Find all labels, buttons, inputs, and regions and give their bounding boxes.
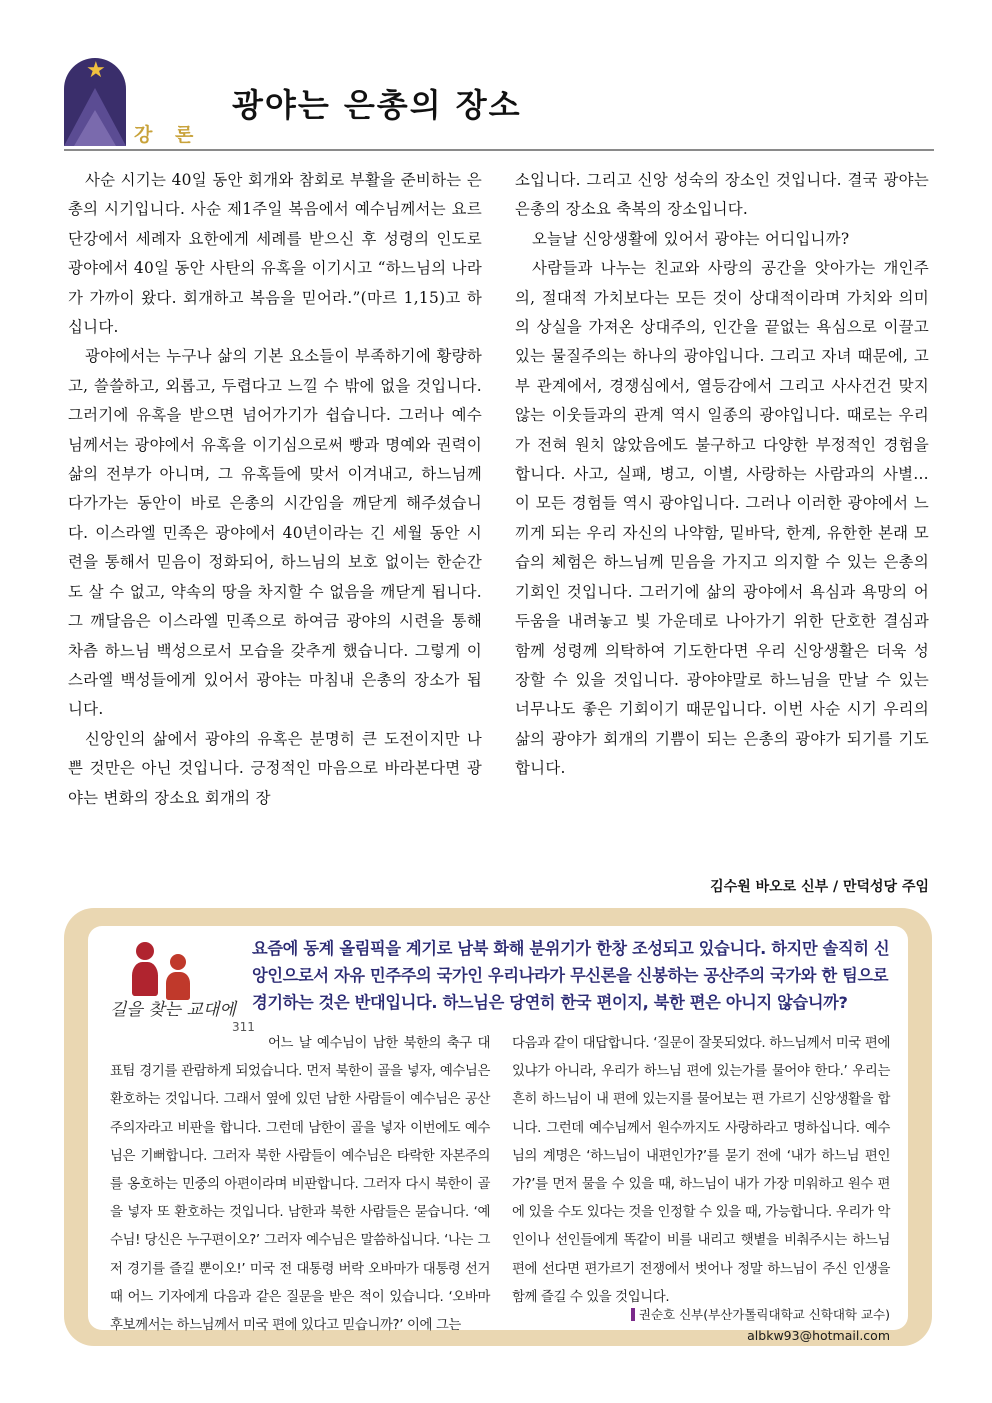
header-divider bbox=[64, 149, 934, 151]
homily-paragraph: 소입니다. 그리고 신앙 성숙의 장소인 것입니다. 결국 광야는 은총의 장소요 축복의 장소입니다. bbox=[515, 171, 929, 219]
homily-right-column bbox=[515, 166, 929, 784]
church-window-star-icon: ★ bbox=[64, 58, 126, 146]
column-signature bbox=[512, 1305, 890, 1323]
homily-paragraph: 사순 시기는 40일 동안 회개와 참회로 부활을 준비하는 은총의 시기입니다. 사순 제1주일 복음에서 예수님께서는 요르단강에서 세례자 요한에게 세례를 받으신 후 성령의 인도로 광야에서 40일 동안 사탄의 유혹을 이기시고 “하느님의 나라가 가까이 왔다. 회개하고 복음을 믿어라.”(마르 1,15)고 하십니다. bbox=[68, 171, 482, 337]
homily-paragraph: 오늘날 신앙생활에 있어서 광야는 어디입니까? bbox=[531, 229, 850, 248]
answer-left-column: 어느 날 예수님이 남한 북한의 축구 대표팀 경기를 관람하게 되었습니다. 먼저 북한이 골을 넣자, 예수님은 환호하는 것입니다. 그래서 옆에 있던 남한 사람들이 예수님은 공산주의자라고 비판을 합니다. 그런데 남한이 골을 넣자 이번에도 예수님은 기뻐합니다. 그러자 북한 사람들이 예수님은 타락한 자본주의를 옹호하는 민중의 아편이라며 비판합니다. 그러자 다시 북한이 골을 넣자 또 환호하는 것입니다. 남한과 북한 사람들은 묻습니다. ‘예수님! 당신은 누구편이오?’ 그러자 예수님은 말씀하십니다. ‘나는 그저 경기를 즐길 뿐이오!’ 미국 전 대통령 버락 오바마가 대통령 선거 때 어느 기자에게 다음과 같은 질문을 받은 적이 있습니다. ‘오바마 후보께서는 하느님께서 미국 편에 있다고 믿습니까?’ 이에 그는 bbox=[110, 1036, 490, 1334]
column-logo-text: 길을 찾는 교대에 bbox=[110, 1000, 236, 1020]
homily-paragraph: 광야에서는 누구나 삶의 기본 요소들이 부족하기에 황량하고, 쓸쓸하고, 외롭고, 두렵다고 느낄 수 밖에 없을 것입니다. 그러기에 유혹을 받으면 넘어가기가 쉽습니다. 그러나 예수님께서는 광야에서 유혹을 이기심으로써 빵과 명예와 권력이 삶의 전부가 아니며, 그 유혹들에 맞서 이겨내고, 하느님께 다가가는 동안이 바로 은총의 시간임을 깨닫게 해주셨습니다. 이스라엘 민족은 광야에서 40년이라는 긴 세월 동안 시련을 통해서 믿음이 정화되어, 하느님의 보호 없이는 한순간도 살 수 없고, 약속의 땅을 차지할 수 없음을 깨닫게 됩니다. 그 깨달음은 이스라엘 민족으로 하여금 광야의 시련을 통해 차츰 하느님 백성으로서 모습을 갖추게 했습니다. 그렇게 이스라엘 백성들에게 있어서 광야는 마침내 은총의 장소가 됩니다. bbox=[68, 347, 482, 719]
answer-right-column: 다음과 같이 대답합니다. ‘질문이 잘못되었다. 하느님께서 미국 편에 있냐가 아니라, 우리가 하느님 편에 있는가를 물어야 한다.’ 우리는 흔히 하느님이 내 편에 있는지를 물어보는 편 가르기 신앙생활을 합니다. 그런데 예수님께서 원수까지도 사랑하라고 명하십니다. 예수님의 계명은 ‘하느님이 내편인가?’를 묻기 전에 ‘내가 하느님 편인가?’를 먼저 물을 수 있을 때, 하느님이 내가 가장 미워하고 원수 편에 있을 수도 있다는 것을 인정할 수 있을 때, 가능합니다. 우리가 악인이나 선인들에게 똑같이 비를 내리고 햇볕을 비춰주시는 하느님 편에 선다면 편가르기 전쟁에서 벗어나 정말 하느님이 주신 인생을 함께 즐길 수 있을 것입니다. bbox=[512, 1036, 890, 1305]
page-title: 광야는 은총의 장소 bbox=[232, 86, 522, 124]
signature-text: 권순호 신부(부산가톨릭대학교 신학대학 교수) bbox=[638, 1307, 890, 1322]
page-header bbox=[64, 58, 934, 153]
person-icon bbox=[136, 942, 154, 960]
reader-question: 요즘에 동계 올림픽을 계기로 남북 화해 분위기가 한창 조성되고 있습니다. 하지만 솔직히 신앙인으로서 자유 민주주의 국가인 우리나라가 무신론을 신봉하는 공산주의 국가와 한 팀으로 경기하는 것은 반대입니다. 하느님은 당연히 한국 편이지, 북한 편은 아니지 않습니까? bbox=[252, 939, 890, 1012]
homily-left-column bbox=[68, 166, 482, 813]
person-icon bbox=[170, 954, 186, 970]
contact-email[interactable]: albkw93@hotmail.com bbox=[747, 1328, 890, 1343]
homily-author: 김수원 바오로 신부 / 만덕성당 주임 bbox=[710, 879, 929, 895]
column-issue-number: 311 bbox=[232, 1020, 255, 1034]
homily-paragraph: 신앙인의 삶에서 광야의 유혹은 분명히 큰 도전이지만 나쁜 것만은 아닌 것입니다. 긍정적인 마음으로 바라본다면 광야는 변화의 장소요 회개의 장 bbox=[68, 729, 482, 807]
homily-paragraph: 사람들과 나누는 친교와 사랑의 공간을 앗아가는 개인주의, 절대적 가치보다는 모든 것이 상대적이라며 가치와 의미의 상실을 가져온 상대주의, 인간을 끝없는 욕심으로 이끌고 있는 물질주의는 하나의 광야입니다. 그리고 자녀 때문에, 고부 관계에서, 경쟁심에서, 열등감에서 그리고 사사건건 맞지 않는 이웃들과의 관계 역시 일종의 광야입니다. 때로는 우리가 전혀 원치 않았음에도 불구하고 다양한 부정적인 경험을 합니다. 사고, 실패, 병고, 이별, 사랑하는 사람과의 사별… 이 모든 경험들 역시 광야입니다. 그러나 이러한 광야에서 느끼게 되는 우리 자신의 나약함, 밑바닥, 한계, 유한한 본래 모습의 체험은 하느님께 믿음을 가지고 의지할 수 있는 은총의 기회인 것입니다. 그러기에 삶의 광야에서 욕심과 욕망의 어두움을 내려놓고 빛 가운데로 나아가기 위한 단호한 결심과 함께 성령께 의탁하여 기도한다면 우리 신앙생활은 더욱 성장할 수 있을 것입니다. 광야야말로 하느님을 만날 수 있는 너무나도 좋은 기회이기 때문입니다. 이번 사순 시기 우리의 삶의 광야가 회개의 기쁨이 되는 은총의 광야가 되기를 기도합니다. bbox=[515, 259, 929, 778]
signature-marker bbox=[631, 1308, 635, 1321]
section-label: 강 론 bbox=[134, 124, 202, 146]
